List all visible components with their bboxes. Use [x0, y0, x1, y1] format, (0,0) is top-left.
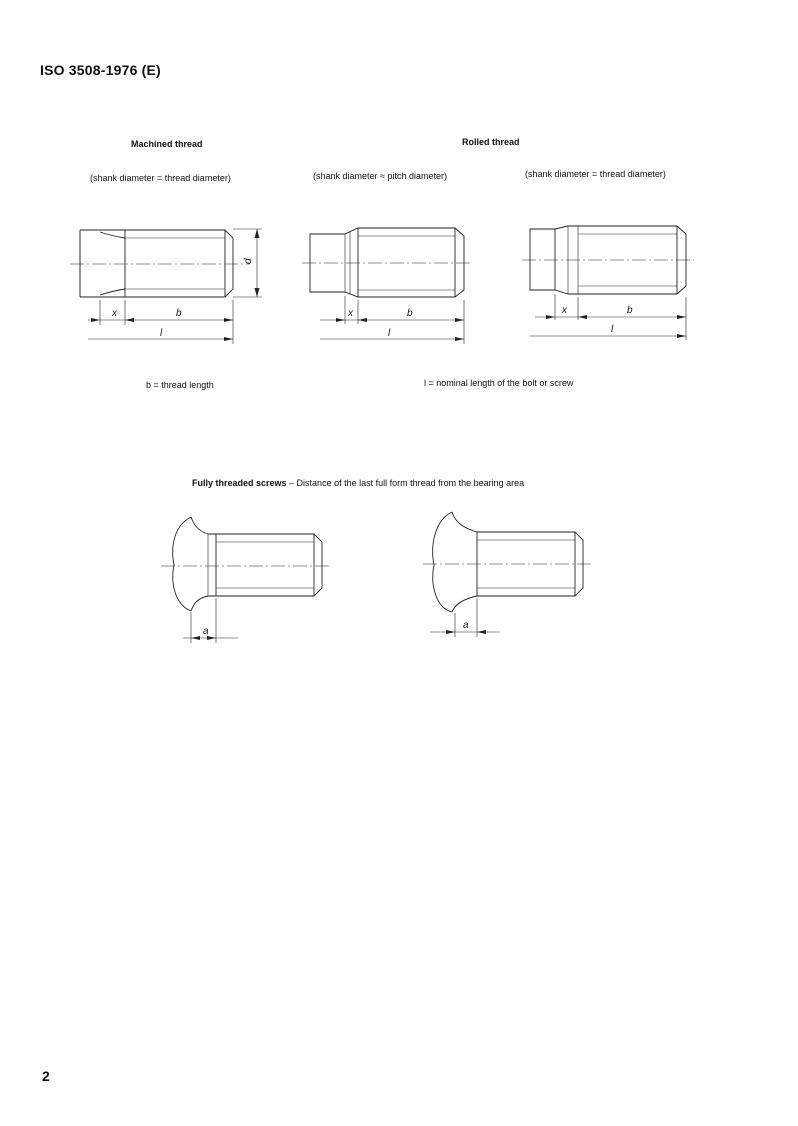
caption-rolled-pitch: (shank diameter ≈ pitch diameter) — [313, 171, 447, 181]
rolled-thread-pitch-drawing — [302, 228, 473, 344]
dim-label-b: b — [407, 308, 413, 319]
dim-label-d: d — [243, 258, 254, 264]
machined-thread-drawing — [70, 229, 262, 344]
caption-rolled-full: (shank diameter = thread diameter) — [525, 169, 666, 179]
dim-label-b: b — [627, 305, 633, 316]
legend-nominal-length: l = nominal length of the bolt or screw — [424, 378, 574, 388]
document-header: ISO 3508-1976 (E) — [40, 62, 161, 78]
rolled-thread-full-drawing — [522, 226, 694, 340]
fully-threaded-description: – Distance of the last full form thread from the bearing area — [286, 478, 525, 488]
fully-threaded-screw-left — [161, 517, 330, 643]
legend-thread-length: b = thread length — [146, 380, 214, 390]
machined-thread-title: Machined thread — [131, 139, 203, 149]
caption-machined: (shank diameter = thread diameter) — [90, 173, 231, 183]
fully-threaded-screw-right — [423, 512, 594, 637]
dim-label-a: a — [463, 620, 469, 631]
dim-label-l: l — [611, 324, 614, 335]
fully-threaded-caption — [192, 478, 524, 488]
dim-label-a: a — [203, 626, 209, 637]
dim-label-l: l — [160, 328, 163, 339]
dim-label-x: x — [348, 308, 353, 319]
dim-label-b: b — [176, 308, 182, 319]
dim-label-x: x — [112, 308, 117, 319]
fully-threaded-title: Fully threaded screws — [192, 478, 287, 488]
dim-label-l: l — [388, 328, 391, 339]
page-number: 2 — [42, 1068, 50, 1084]
dim-label-x: x — [562, 305, 567, 316]
rolled-thread-title: Rolled thread — [462, 137, 520, 147]
